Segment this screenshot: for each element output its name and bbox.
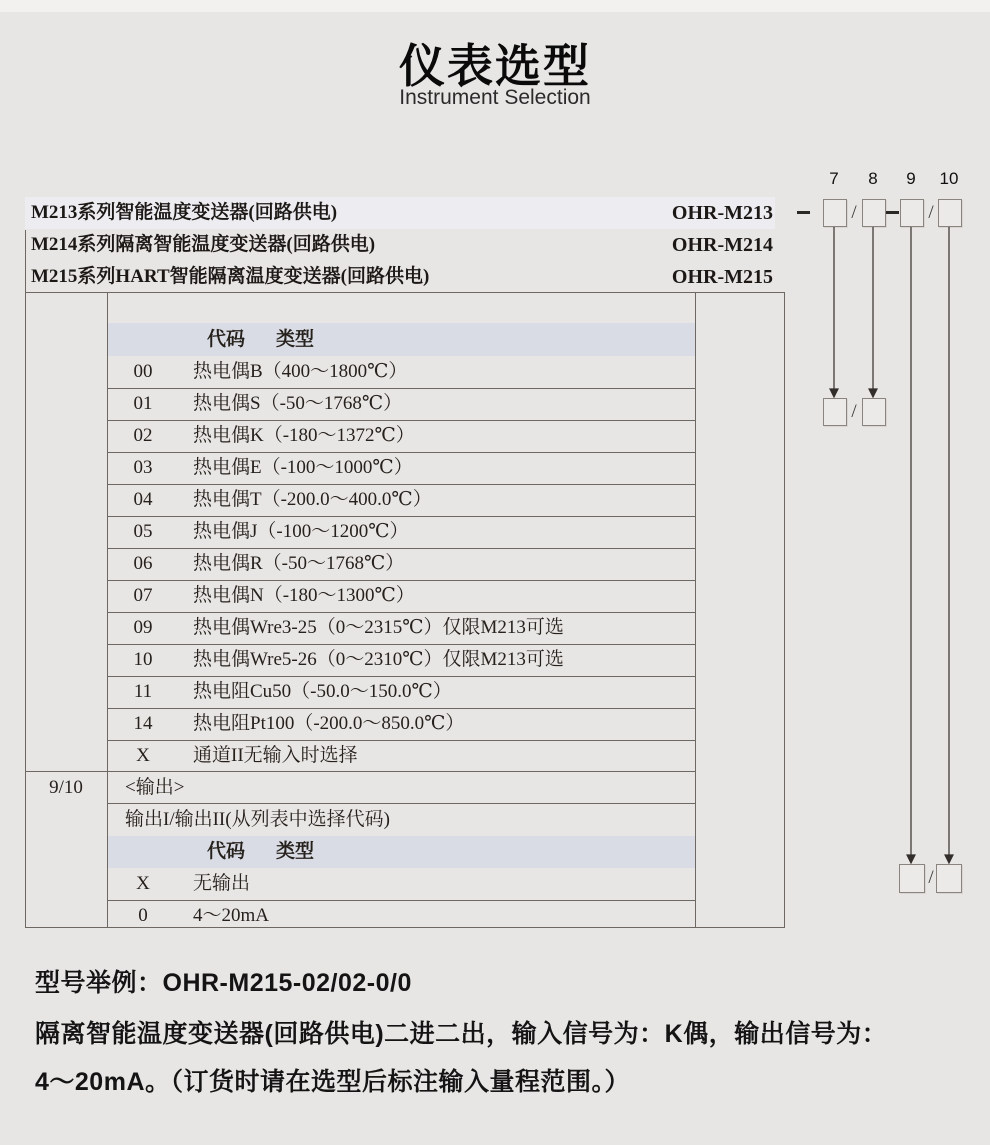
code-cell: 0 bbox=[138, 905, 148, 926]
code-cell: 14 bbox=[133, 713, 153, 734]
example-desc-1: 隔离智能温度变送器(回路供电)二进二出，输入信号为：K偶，输出信号为： bbox=[35, 1020, 888, 1048]
table-row bbox=[108, 644, 695, 677]
dash-separator bbox=[797, 211, 810, 214]
table-row bbox=[108, 484, 695, 517]
table-left-border-upper bbox=[25, 230, 26, 292]
page-title: 仪表选型 bbox=[399, 40, 591, 92]
series-model: OHR-M214 bbox=[671, 234, 773, 256]
arrow-head-10 bbox=[945, 855, 953, 863]
output-header-band bbox=[108, 836, 695, 868]
table-row bbox=[108, 356, 695, 389]
type-cell: 热电偶R（-50～1768℃） bbox=[193, 553, 405, 574]
code-cell: 11 bbox=[133, 681, 153, 702]
table-top-border bbox=[25, 292, 785, 293]
code-box-9 bbox=[900, 199, 924, 227]
code-cell: 07 bbox=[133, 585, 153, 606]
input-code-box-1 bbox=[823, 398, 847, 426]
code-cell: 02 bbox=[133, 425, 153, 446]
type-cell: 热电阻Pt100（-200.0～850.0℃） bbox=[193, 713, 465, 734]
slash-separator: / bbox=[928, 202, 934, 223]
series-row-m213 bbox=[25, 197, 775, 229]
code-box-8 bbox=[862, 199, 886, 227]
position-number-8: 8 bbox=[868, 169, 878, 188]
type-cell: 热电偶Wre3-25（0～2315℃）仅限M213可选 bbox=[193, 617, 564, 638]
table-header-type: 类型 bbox=[276, 841, 315, 862]
series-name: M213系列智能温度变送器(回路供电) bbox=[31, 202, 338, 223]
slash-separator: / bbox=[928, 867, 934, 888]
series-row-m215 bbox=[25, 261, 775, 293]
table-row bbox=[108, 868, 695, 901]
table-row bbox=[108, 580, 695, 613]
type-cell: 热电偶Wre5-26（0～2310℃）仅限M213可选 bbox=[193, 649, 564, 670]
type-cell: 热电偶T（-200.0～400.0℃） bbox=[193, 489, 432, 510]
page-subtitle: Instrument Selection bbox=[399, 86, 591, 109]
position-number-7: 7 bbox=[829, 169, 839, 188]
table-right-border bbox=[784, 292, 785, 928]
code-cell: X bbox=[136, 873, 150, 894]
code-cell: X bbox=[136, 745, 150, 766]
table-row bbox=[108, 708, 695, 741]
output-title: <输出> bbox=[108, 772, 695, 804]
code-box-7 bbox=[823, 199, 847, 227]
type-cell: 热电偶B（400～1800℃） bbox=[193, 361, 408, 382]
table-header-code: 代码 bbox=[206, 329, 245, 350]
code-box-10 bbox=[938, 199, 962, 227]
table-header-type: 类型 bbox=[276, 329, 315, 350]
type-cell: 热电偶S（-50～1768℃） bbox=[193, 393, 403, 414]
table-row bbox=[108, 452, 695, 485]
type-cell: 无输出 bbox=[193, 873, 251, 894]
type-cell: 热电偶J（-100～1200℃） bbox=[193, 521, 409, 542]
series-name: M214系列隔离智能温度变送器(回路供电) bbox=[31, 234, 376, 255]
series-row-m214 bbox=[25, 229, 775, 261]
selection-table bbox=[25, 292, 785, 928]
series-model: OHR-M213 bbox=[671, 202, 773, 224]
position-number-10: 10 bbox=[939, 169, 959, 188]
type-cell: 热电偶N（-180～1300℃） bbox=[193, 585, 415, 606]
table-row bbox=[108, 900, 695, 932]
arrow-head-8 bbox=[869, 389, 877, 397]
type-cell: 4～20mA bbox=[193, 905, 270, 926]
arrow-head-9 bbox=[907, 855, 915, 863]
slash-separator: / bbox=[851, 401, 857, 422]
table-row bbox=[108, 420, 695, 453]
table-row bbox=[108, 388, 695, 421]
position-number-9: 9 bbox=[906, 169, 916, 188]
type-cell: 热电偶K（-180～1372℃） bbox=[193, 425, 415, 446]
code-cell: 06 bbox=[133, 553, 153, 574]
table-row bbox=[108, 676, 695, 709]
table-left-border bbox=[25, 292, 26, 928]
example-desc-2: 4～20mA。（订货时请在选型后标注输入量程范围。） bbox=[35, 1068, 630, 1096]
output-position-label: 9/10 bbox=[49, 777, 83, 798]
series-name: M215系列HART智能隔离温度变送器(回路供电) bbox=[31, 266, 430, 287]
series-model: OHR-M215 bbox=[671, 266, 773, 288]
dash-separator bbox=[886, 211, 899, 214]
table-row bbox=[108, 516, 695, 549]
output-code-box-2 bbox=[936, 864, 962, 893]
table-row bbox=[108, 548, 695, 581]
code-cell: 05 bbox=[133, 521, 153, 542]
output-code-box-1 bbox=[899, 864, 925, 893]
example-model: 型号举例：OHR-M215-02/02-0/0 bbox=[35, 969, 412, 997]
type-cell: 通道II无输入时选择 bbox=[193, 745, 358, 766]
code-cell: 03 bbox=[133, 457, 153, 478]
table-header-code: 代码 bbox=[206, 841, 245, 862]
type-cell: 热电偶E（-100～1000℃） bbox=[193, 457, 413, 478]
type-cell: 热电阻Cu50（-50.0～150.0℃） bbox=[193, 681, 452, 702]
code-cell: 09 bbox=[133, 617, 153, 638]
slash-separator: / bbox=[851, 202, 857, 223]
page-top-strip bbox=[0, 0, 990, 12]
input-header-band bbox=[108, 323, 695, 356]
output-subtitle: 输出I/输出II(从列表中选择代码) bbox=[125, 809, 390, 830]
content-right-border bbox=[695, 292, 696, 928]
input-code-box-2 bbox=[862, 398, 886, 426]
code-cell: 04 bbox=[133, 489, 153, 510]
table-row bbox=[108, 740, 695, 772]
code-cell: 00 bbox=[133, 361, 153, 382]
code-cell: 10 bbox=[133, 649, 153, 670]
code-cell: 01 bbox=[133, 393, 153, 414]
arrow-head-7 bbox=[830, 389, 838, 397]
table-row bbox=[108, 612, 695, 645]
